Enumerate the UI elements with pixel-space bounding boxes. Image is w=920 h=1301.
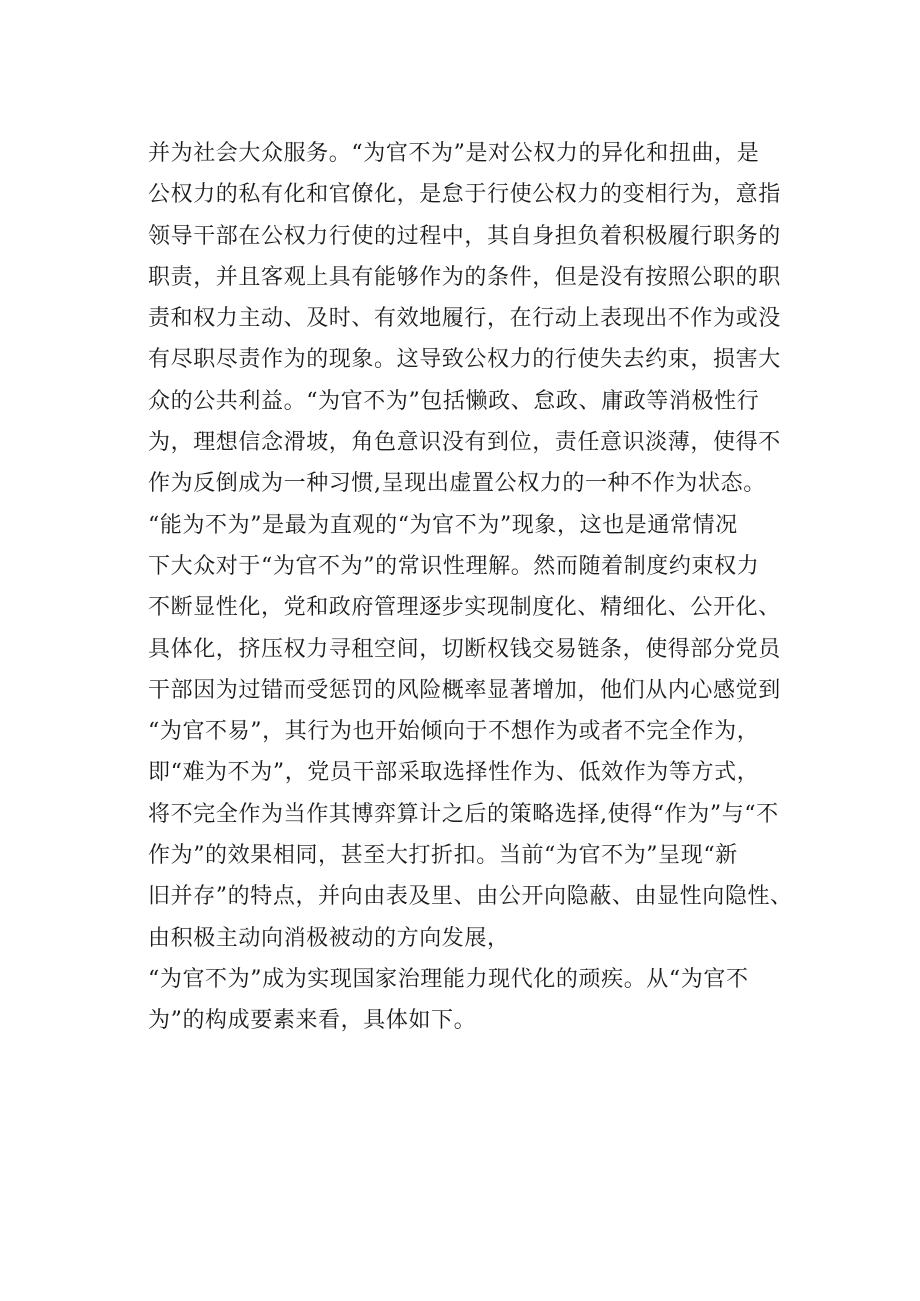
text-line: “能为不为”是最为直观的“为官不为”现象，这也是通常情况 — [148, 512, 738, 538]
text-line: 为”的构成要素来看，具体如下。 — [148, 1008, 477, 1034]
text-line: 具体化，挤压权力寻租空间，切断权钱交易链条，使得部分党员 — [148, 636, 781, 662]
text-line: 不断显性化，党和政府管理逐步实现制度化、精细化、公开化、 — [148, 595, 781, 621]
text-line: 有尽职尽责作为的现象。这导致公权力的行使失去约束，损害大 — [148, 347, 781, 373]
text-line: 由积极主动向消极被动的方向发展， — [148, 925, 510, 951]
text-line: 领导干部在公权力行使的过程中，其自身担负着积极履行职务的 — [148, 223, 781, 249]
text-line: 干部因为过错而受惩罚的风险概率显著增加，他们从内心感觉到 — [148, 677, 781, 703]
text-line: 为，理想信念滑坡，角色意识没有到位，责任意识淡薄，使得不 — [148, 430, 781, 456]
text-line: 将不完全作为当作其博弈算计之后的策略选择,使得“作为”与“不 — [148, 801, 779, 827]
text-line: 众的公共利益。“为官不为”包括懒政、怠政、庸政等消极性行 — [148, 388, 760, 414]
text-line: 旧并存”的特点，并向由表及里、由公开向隐蔽、由显性向隐性、 — [148, 884, 793, 910]
body-text — [148, 133, 828, 1042]
text-line: “为官不易”，其行为也开始倾向于不想作为或者不完全作为， — [148, 719, 760, 745]
text-line: 公权力的私有化和官僚化，是怠于行使公权力的变相行为，意指 — [148, 182, 781, 208]
text-line: “为官不为”成为实现国家治理能力现代化的顽疾。从“为官不 — [148, 966, 749, 992]
text-line: 作为反倒成为一种习惯,呈现出虚置公权力的一种不作为状态。 — [148, 471, 766, 497]
text-line: 作为”的效果相同，甚至大打折扣。当前“为官不为”呈现“新 — [148, 843, 738, 869]
text-line: 并为社会大众服务。“为官不为”是对公权力的异化和扭曲，是 — [148, 141, 760, 166]
text-line: 责和权力主动、及时、有效地履行，在行动上表现出不作为或没 — [148, 306, 781, 332]
text-line: 下大众对于“为官不为”的常识性理解。然而随着制度约束权力 — [148, 553, 760, 579]
text-line: 职责，并且客观上具有能够作为的条件，但是没有按照公职的职 — [148, 264, 781, 290]
text-line: 即“难为不为”，党员干部采取选择性作为、低效作为等方式， — [148, 760, 760, 786]
